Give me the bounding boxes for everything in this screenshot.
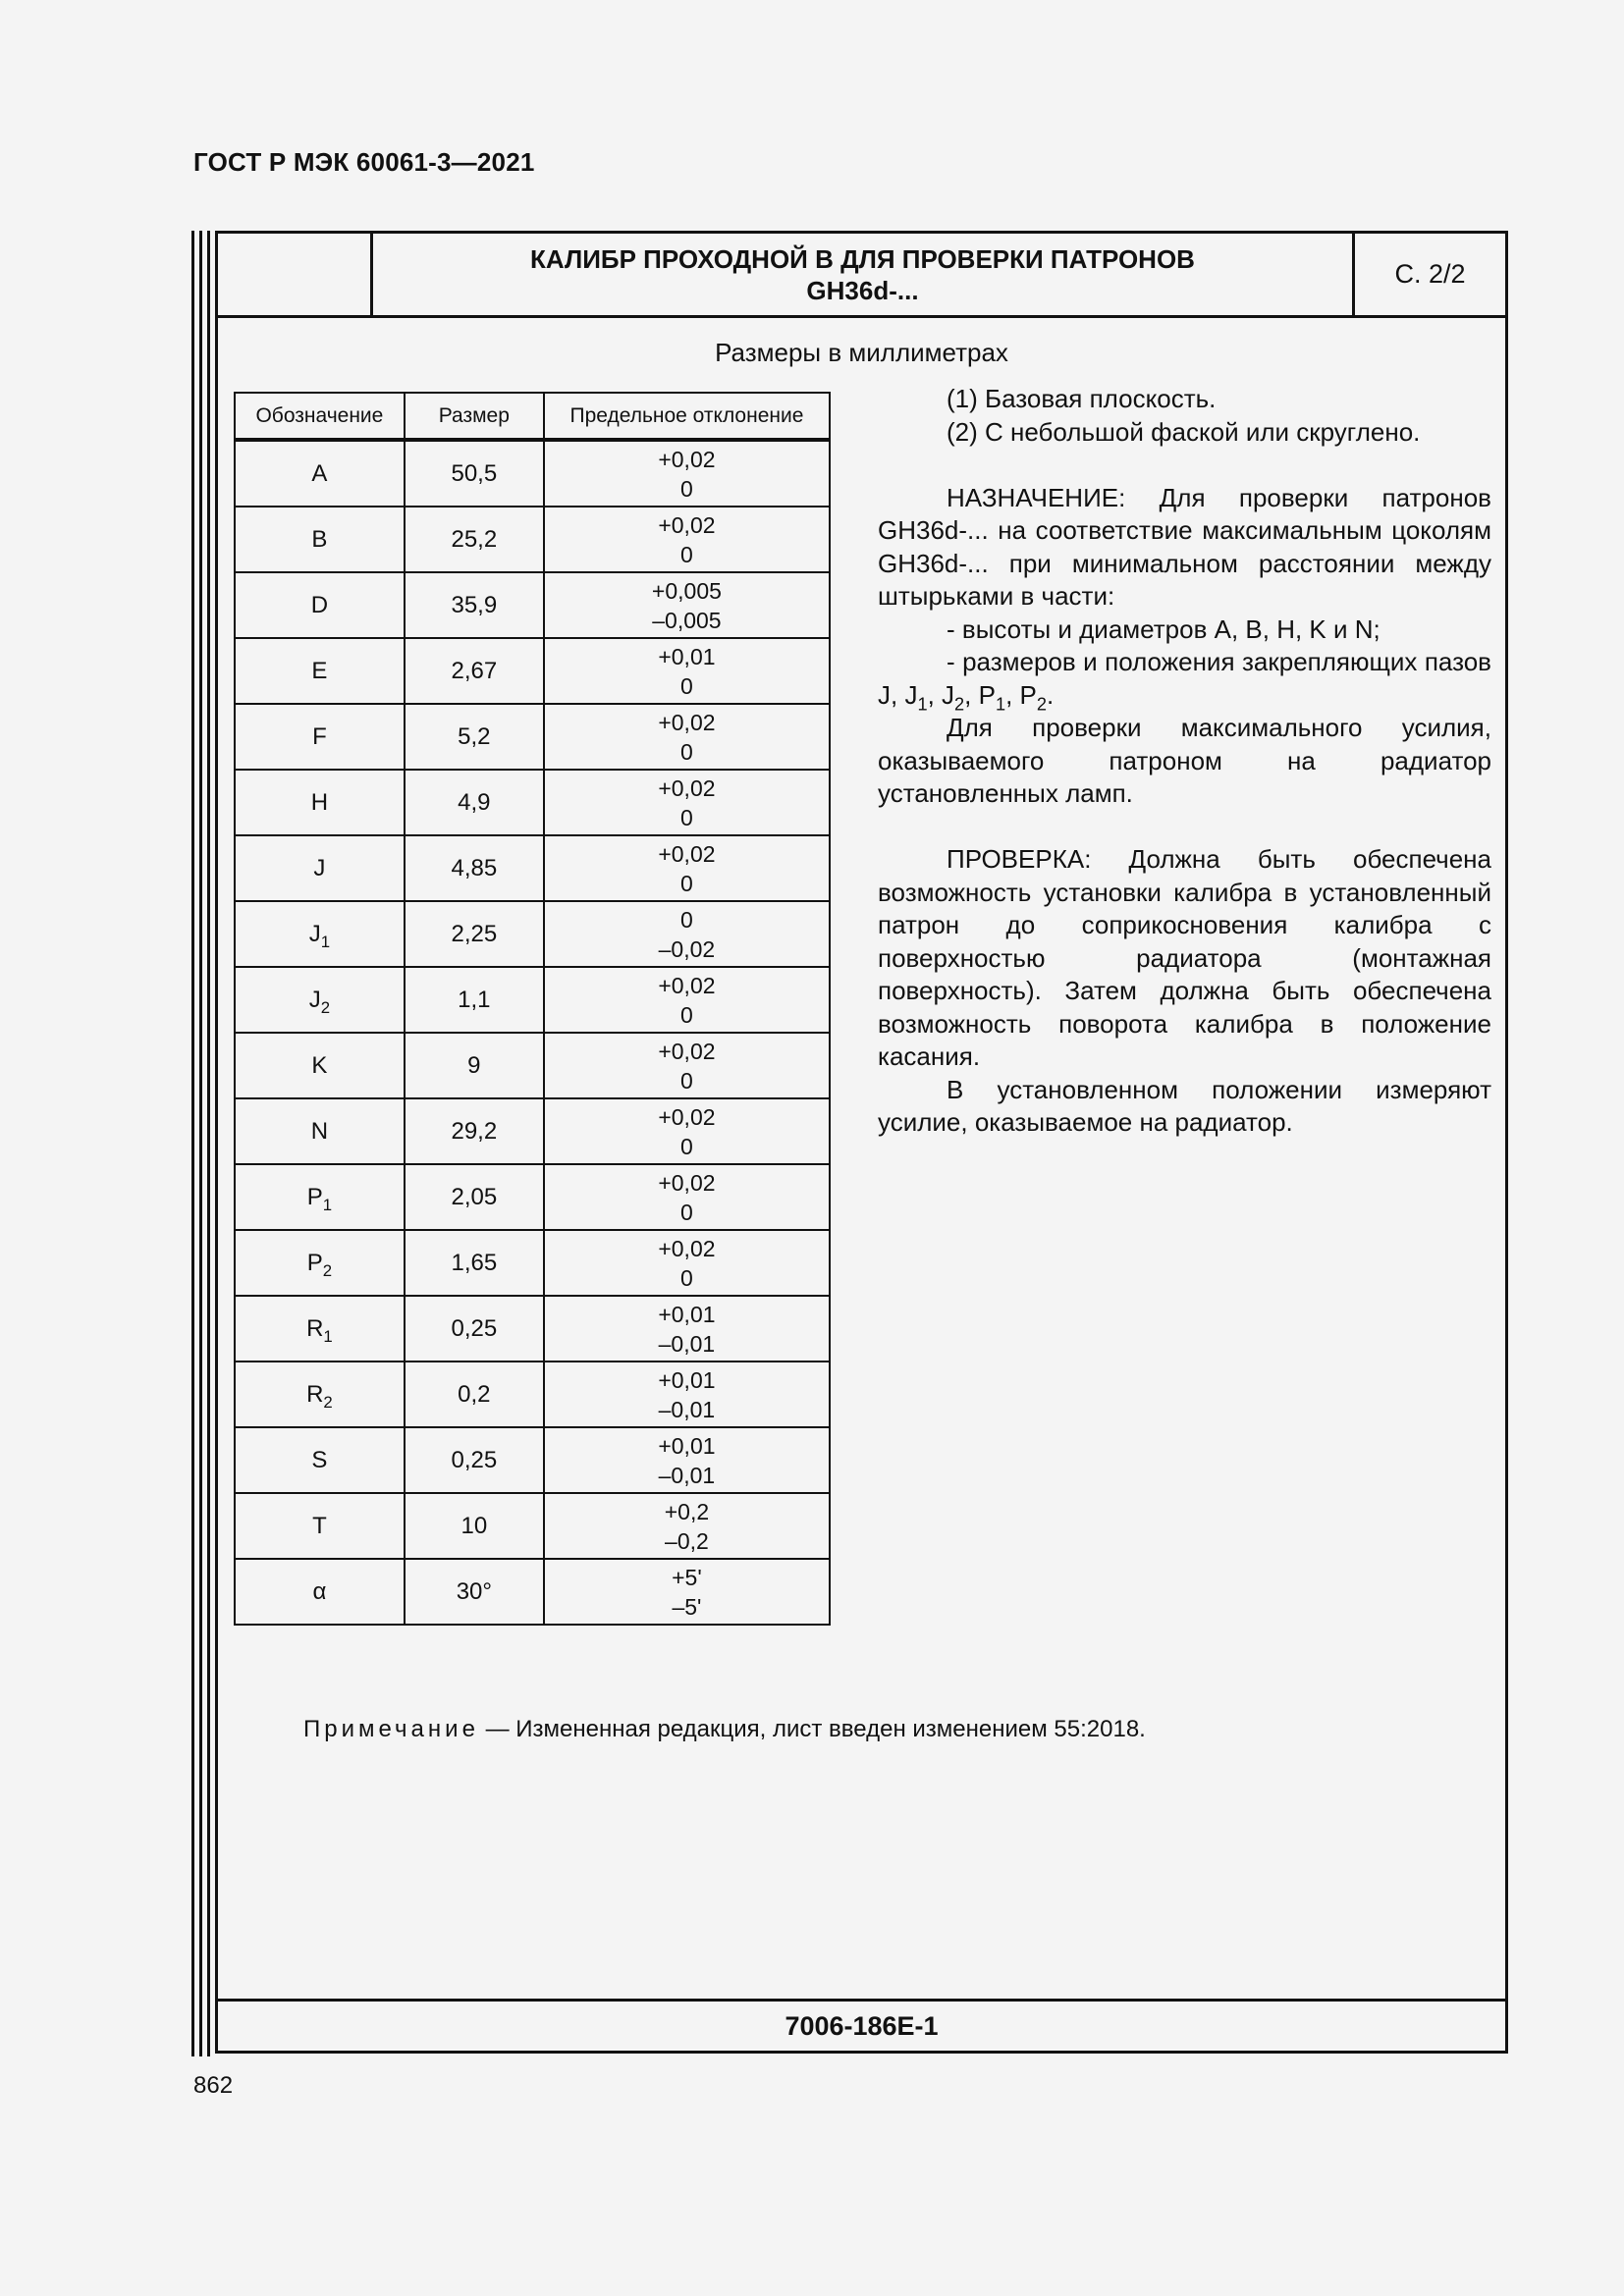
footnote-1: (1) Базовая плоскость.: [947, 384, 1217, 413]
lower-tolerance: 0: [680, 1001, 693, 1028]
designation-cell: $P_2$: [235, 1230, 405, 1296]
column-header-tolerance: Предельное отклонение: [544, 393, 830, 440]
description-text: [878, 383, 1491, 1140]
upper-tolerance: +0,02: [658, 511, 716, 538]
purpose-extra: Для проверки максимального усилия, оказываемого патроном на радиатор установленных ламп.: [878, 713, 1491, 808]
tolerance-cell: [544, 638, 830, 704]
designation-cell: K: [235, 1033, 405, 1098]
table-row: [235, 1493, 830, 1559]
size-cell: 4,9: [405, 770, 544, 835]
tolerance-cell: [544, 1493, 830, 1559]
table-row: [235, 1230, 830, 1296]
title-blank-cell: [218, 234, 373, 315]
upper-tolerance: +0,02: [658, 840, 716, 867]
check-extra: В установленном положении измеряют усилие, оказываемое на радиатор.: [878, 1074, 1491, 1137]
upper-tolerance: +0,02: [658, 1103, 716, 1130]
table-row: [235, 638, 830, 704]
margin-line: [207, 231, 210, 2056]
designation-cell: A: [235, 440, 405, 507]
note-text: — Измененная редакция, лист введен изменением 55:2018.: [478, 1716, 1146, 1742]
size-cell: 29,2: [405, 1098, 544, 1164]
units-caption: Размеры в миллиметрах: [715, 338, 1008, 367]
lower-tolerance: 0: [680, 475, 693, 502]
tolerance-cell: [544, 1362, 830, 1427]
lower-tolerance: –5': [672, 1593, 702, 1620]
size-cell: 2,25: [405, 901, 544, 967]
designation-cell: T: [235, 1493, 405, 1559]
lower-tolerance: –0,01: [658, 1396, 716, 1422]
table-row: [235, 1164, 830, 1230]
sheet-code: 7006-186E-1: [218, 1999, 1505, 2051]
tolerance-cell: [544, 1164, 830, 1230]
table-row: [235, 1033, 830, 1098]
upper-tolerance: +0,005: [651, 577, 722, 604]
table-row: [235, 572, 830, 638]
table-row: [235, 835, 830, 901]
designation-cell: H: [235, 770, 405, 835]
sheet-frame: [215, 231, 1508, 2054]
size-cell: 5,2: [405, 704, 544, 770]
note-label: Примечание: [303, 1716, 479, 1742]
designation-cell: $R_2$: [235, 1362, 405, 1427]
size-cell: 50,5: [405, 440, 544, 507]
designation-cell: $J_2$: [235, 967, 405, 1033]
size-cell: 0,25: [405, 1427, 544, 1493]
title-block: [218, 234, 1505, 318]
lower-tolerance: –0,005: [652, 607, 722, 633]
lower-tolerance: 0: [680, 870, 693, 896]
table-row: [235, 1098, 830, 1164]
tolerance-cell: [544, 1033, 830, 1098]
upper-tolerance: +0,02: [658, 709, 716, 735]
table-row: [235, 1427, 830, 1493]
upper-tolerance: +0,02: [658, 972, 716, 998]
tolerance-cell: [544, 1559, 830, 1625]
lower-tolerance: 0: [680, 1199, 693, 1225]
upper-tolerance: +0,02: [658, 1038, 716, 1064]
lower-tolerance: –0,2: [665, 1527, 709, 1554]
upper-tolerance: +0,02: [658, 446, 716, 472]
page-number: 862: [193, 2072, 234, 2099]
upper-tolerance: 0: [680, 906, 693, 933]
upper-tolerance: +0,01: [658, 643, 716, 669]
designation-cell: $R_1$: [235, 1296, 405, 1362]
designation-cell: D: [235, 572, 405, 638]
size-cell: 1,65: [405, 1230, 544, 1296]
note: [303, 1716, 1146, 1743]
tolerance-cell: [544, 572, 830, 638]
tolerance-cell: [544, 704, 830, 770]
document-header: ГОСТ Р МЭК 60061-3—2021: [193, 147, 535, 177]
table-row: [235, 440, 830, 507]
table-body: [235, 440, 830, 1625]
tolerance-cell: [544, 1098, 830, 1164]
lower-tolerance: –0,01: [658, 1462, 716, 1488]
designation-cell: B: [235, 507, 405, 572]
dimensions-table: [234, 392, 831, 1626]
size-cell: 0,25: [405, 1296, 544, 1362]
lower-tolerance: 0: [680, 738, 693, 765]
lower-tolerance: –0,01: [658, 1330, 716, 1357]
size-cell: 4,85: [405, 835, 544, 901]
purpose-item-1: - высоты и диаметров A, B, H, K и N;: [947, 614, 1380, 644]
lower-tolerance: 0: [680, 1133, 693, 1159]
table-row: [235, 1296, 830, 1362]
margin-line: [191, 231, 194, 2056]
table-row: [235, 770, 830, 835]
upper-tolerance: +5': [672, 1564, 702, 1590]
sheet-title: [373, 234, 1355, 315]
lower-tolerance: 0: [680, 672, 693, 699]
designation-cell: $P_1$: [235, 1164, 405, 1230]
size-cell: 2,05: [405, 1164, 544, 1230]
designation-cell: J: [235, 835, 405, 901]
table-row: [235, 507, 830, 572]
purpose-item-2: - размеров и положения закрепляющих пазов J, $J_1$, $J_2$, $P_1$, $P_2$.: [878, 647, 1491, 714]
sheet-title-line1: КАЛИБР ПРОХОДНОЙ В ДЛЯ ПРОВЕРКИ ПАТРОНОВ: [530, 244, 1195, 274]
size-cell: 1,1: [405, 967, 544, 1033]
table-row: [235, 967, 830, 1033]
upper-tolerance: +0,01: [658, 1366, 716, 1393]
tolerance-cell: [544, 1427, 830, 1493]
tolerance-cell: [544, 835, 830, 901]
tolerance-cell: [544, 440, 830, 507]
upper-tolerance: +0,02: [658, 1169, 716, 1196]
designation-cell: α: [235, 1559, 405, 1625]
size-cell: 0,2: [405, 1362, 544, 1427]
designation-cell: N: [235, 1098, 405, 1164]
tolerance-cell: [544, 901, 830, 967]
upper-tolerance: +0,01: [658, 1301, 716, 1327]
size-cell: 2,67: [405, 638, 544, 704]
column-header-size: Размер: [405, 393, 544, 440]
table-row: [235, 704, 830, 770]
sheet-page-indicator: С. 2/2: [1394, 259, 1466, 289]
tolerance-cell: [544, 507, 830, 572]
table-row: [235, 901, 830, 967]
purpose-paragraph: НАЗНАЧЕНИЕ: Для проверки патронов GH36d-... на соответствие максимальным цоколям GH36d-... при минимальном расстоянии между штырьками в части:: [878, 482, 1491, 611]
tolerance-cell: [544, 1230, 830, 1296]
table-header-row: [235, 393, 830, 440]
footnote-2: (2) С небольшой фаской или скруглено.: [947, 416, 1421, 447]
size-cell: 35,9: [405, 572, 544, 638]
margin-line: [199, 231, 202, 2056]
table-row: [235, 1559, 830, 1625]
size-cell: 25,2: [405, 507, 544, 572]
lower-tolerance: 0: [680, 1067, 693, 1094]
tolerance-cell: [544, 967, 830, 1033]
column-header-designation: Обозначение: [235, 393, 405, 440]
upper-tolerance: +0,2: [664, 1498, 710, 1524]
sheet-title-line2: GH36d-...: [806, 276, 919, 305]
size-cell: 10: [405, 1493, 544, 1559]
lower-tolerance: –0,02: [658, 935, 716, 962]
designation-cell: S: [235, 1427, 405, 1493]
upper-tolerance: +0,02: [658, 1235, 716, 1261]
designation-cell: F: [235, 704, 405, 770]
tolerance-cell: [544, 1296, 830, 1362]
table-row: [235, 1362, 830, 1427]
tolerance-cell: [544, 770, 830, 835]
check-paragraph: ПРОВЕРКА: Должна быть обеспечена возможность установки калибра в установленный патрон до соприкосновения калибра с поверхностью радиатора (монтажная поверхность). Затем должна быть обеспечена возможность поворота калибра в положение касания.: [878, 844, 1491, 1071]
lower-tolerance: 0: [680, 541, 693, 567]
upper-tolerance: +0,01: [658, 1432, 716, 1459]
designation-cell: E: [235, 638, 405, 704]
lower-tolerance: 0: [680, 804, 693, 830]
upper-tolerance: +0,02: [658, 774, 716, 801]
lower-tolerance: 0: [680, 1264, 693, 1291]
size-cell: 30°: [405, 1559, 544, 1625]
designation-cell: $J_1$: [235, 901, 405, 967]
size-cell: 9: [405, 1033, 544, 1098]
